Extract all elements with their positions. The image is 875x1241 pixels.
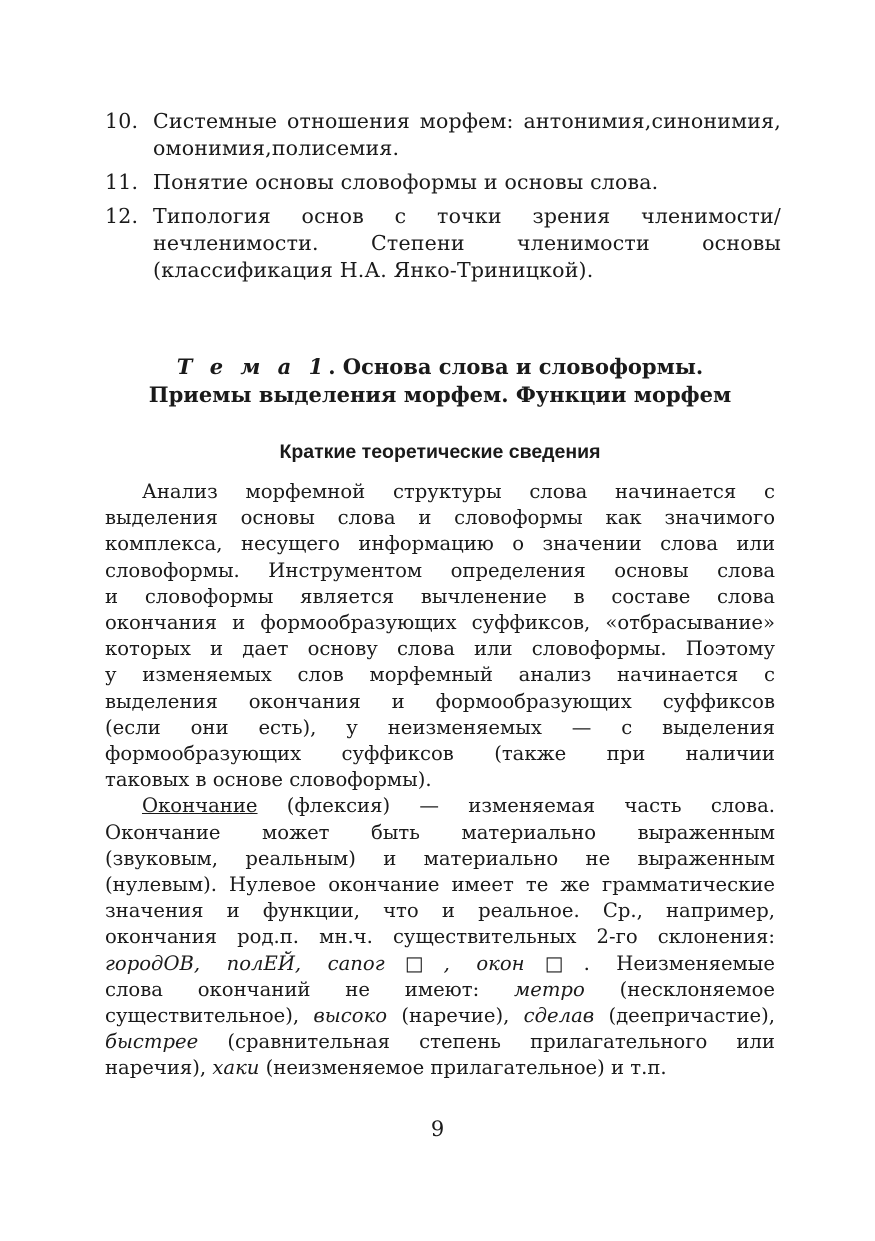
text-line: таковых в основе словоформы).	[105, 768, 432, 792]
text-line: нечленимости. Степени членимости основы	[153, 231, 781, 255]
list-item	[105, 169, 781, 196]
list-item-text	[153, 169, 781, 196]
text-span: (деепричастие),	[594, 1004, 775, 1028]
term-underlined: Окончание	[142, 794, 258, 818]
text-line	[105, 1003, 775, 1029]
text-line	[105, 793, 775, 819]
list-item-number: 10.	[105, 109, 139, 133]
text-line: у изменяемых слов морфемный анализ начинается с	[105, 663, 775, 687]
text-line: формообразующих суффиксов (также при наличии	[105, 742, 775, 766]
text-span: . Неизменяемые	[583, 951, 775, 975]
text-line: которых и дает основу слова или словоформы. Поэтому	[105, 637, 775, 661]
example-italic: высоко	[313, 1004, 388, 1028]
text-line: значения и функции, что и реальное. Ср., например,	[105, 899, 775, 923]
text-line	[105, 951, 775, 977]
text-span: (несклоняемое	[584, 977, 775, 1001]
text-line: и словоформы является вычленение в составе слова	[105, 584, 775, 608]
text-line: выделения основы слова и словоформы как значимого	[105, 506, 775, 530]
text-span: наречия),	[105, 1056, 213, 1080]
list-item-text	[153, 203, 781, 284]
text-line: окончания и формообразующих суффиксов, «отбрасывание»	[105, 611, 775, 635]
text-span: (неизменяемое прилагательное) и т.п.	[259, 1056, 667, 1080]
text-line: выделения окончания и формообразующих суффиксов	[105, 689, 775, 713]
example-italic: сделав	[523, 1004, 595, 1028]
body-text	[105, 479, 775, 1082]
text-line: (нулевым). Нулевое окончание имеет те же грамматические	[105, 873, 775, 897]
heading-topic-label: Т е м а 1	[176, 354, 329, 379]
heading-line-1-text: . Основа слова и словоформы.	[328, 354, 704, 379]
question-list	[105, 108, 781, 291]
text-line: комплекса, несущего информацию о значении слова или	[105, 532, 775, 556]
text-line: Анализ морфемной структуры слова начинается с	[142, 480, 775, 503]
text-span: (флексия) — изменяемая часть слова.	[257, 794, 775, 818]
example-italic: хаки	[212, 1056, 260, 1080]
heading-line-2: Приемы выделения морфем. Функции морфем	[148, 382, 732, 407]
text-span: существительное),	[105, 1004, 314, 1028]
example-italic: быстрее	[105, 1030, 199, 1054]
text-line: Понятие основы словоформы и основы слова.	[153, 170, 659, 194]
text-line: Окончание может быть материально выраженным	[105, 820, 775, 844]
text-line: (звуковым, реальным) и материально не выраженным	[105, 846, 775, 870]
list-item	[105, 108, 781, 162]
example-italic: метро	[514, 977, 585, 1001]
text-line: Системные отношения морфем: антонимия,синонимия,	[153, 109, 781, 133]
text-line: окончания род.п. мн.ч. существительных 2-го склонения:	[105, 925, 775, 949]
list-item-text	[153, 108, 781, 162]
text-line	[105, 1055, 775, 1081]
text-line	[105, 1029, 775, 1055]
list-item	[105, 203, 781, 284]
heading-line-1	[105, 353, 775, 381]
text-span: слова окончаний не имеют:	[105, 977, 514, 1001]
list-item-number: 11.	[105, 170, 139, 194]
example-italic: городОВ, полЕЙ, сапог□, окон□	[105, 951, 584, 975]
text-line: словоформы. Инструментом определения основы слова	[105, 558, 775, 582]
section-subheading: Краткие теоретические сведения	[279, 441, 601, 463]
text-line: Типология основ с точки зрения членимости/	[153, 204, 781, 228]
text-line: (классификация Н.А. Янко-Триницкой).	[153, 258, 594, 282]
text-line	[105, 977, 775, 1003]
page-number: 9	[430, 1117, 445, 1141]
topic-heading	[105, 353, 775, 409]
text-line: омонимия,полисемия.	[153, 136, 400, 160]
text-span: (сравнительная степень прилагательного или	[198, 1030, 775, 1054]
list-item-number: 12.	[105, 204, 139, 228]
text-line: (если они есть), у неизменяемых — с выделения	[105, 715, 775, 739]
text-span: (наречие),	[387, 1004, 524, 1028]
